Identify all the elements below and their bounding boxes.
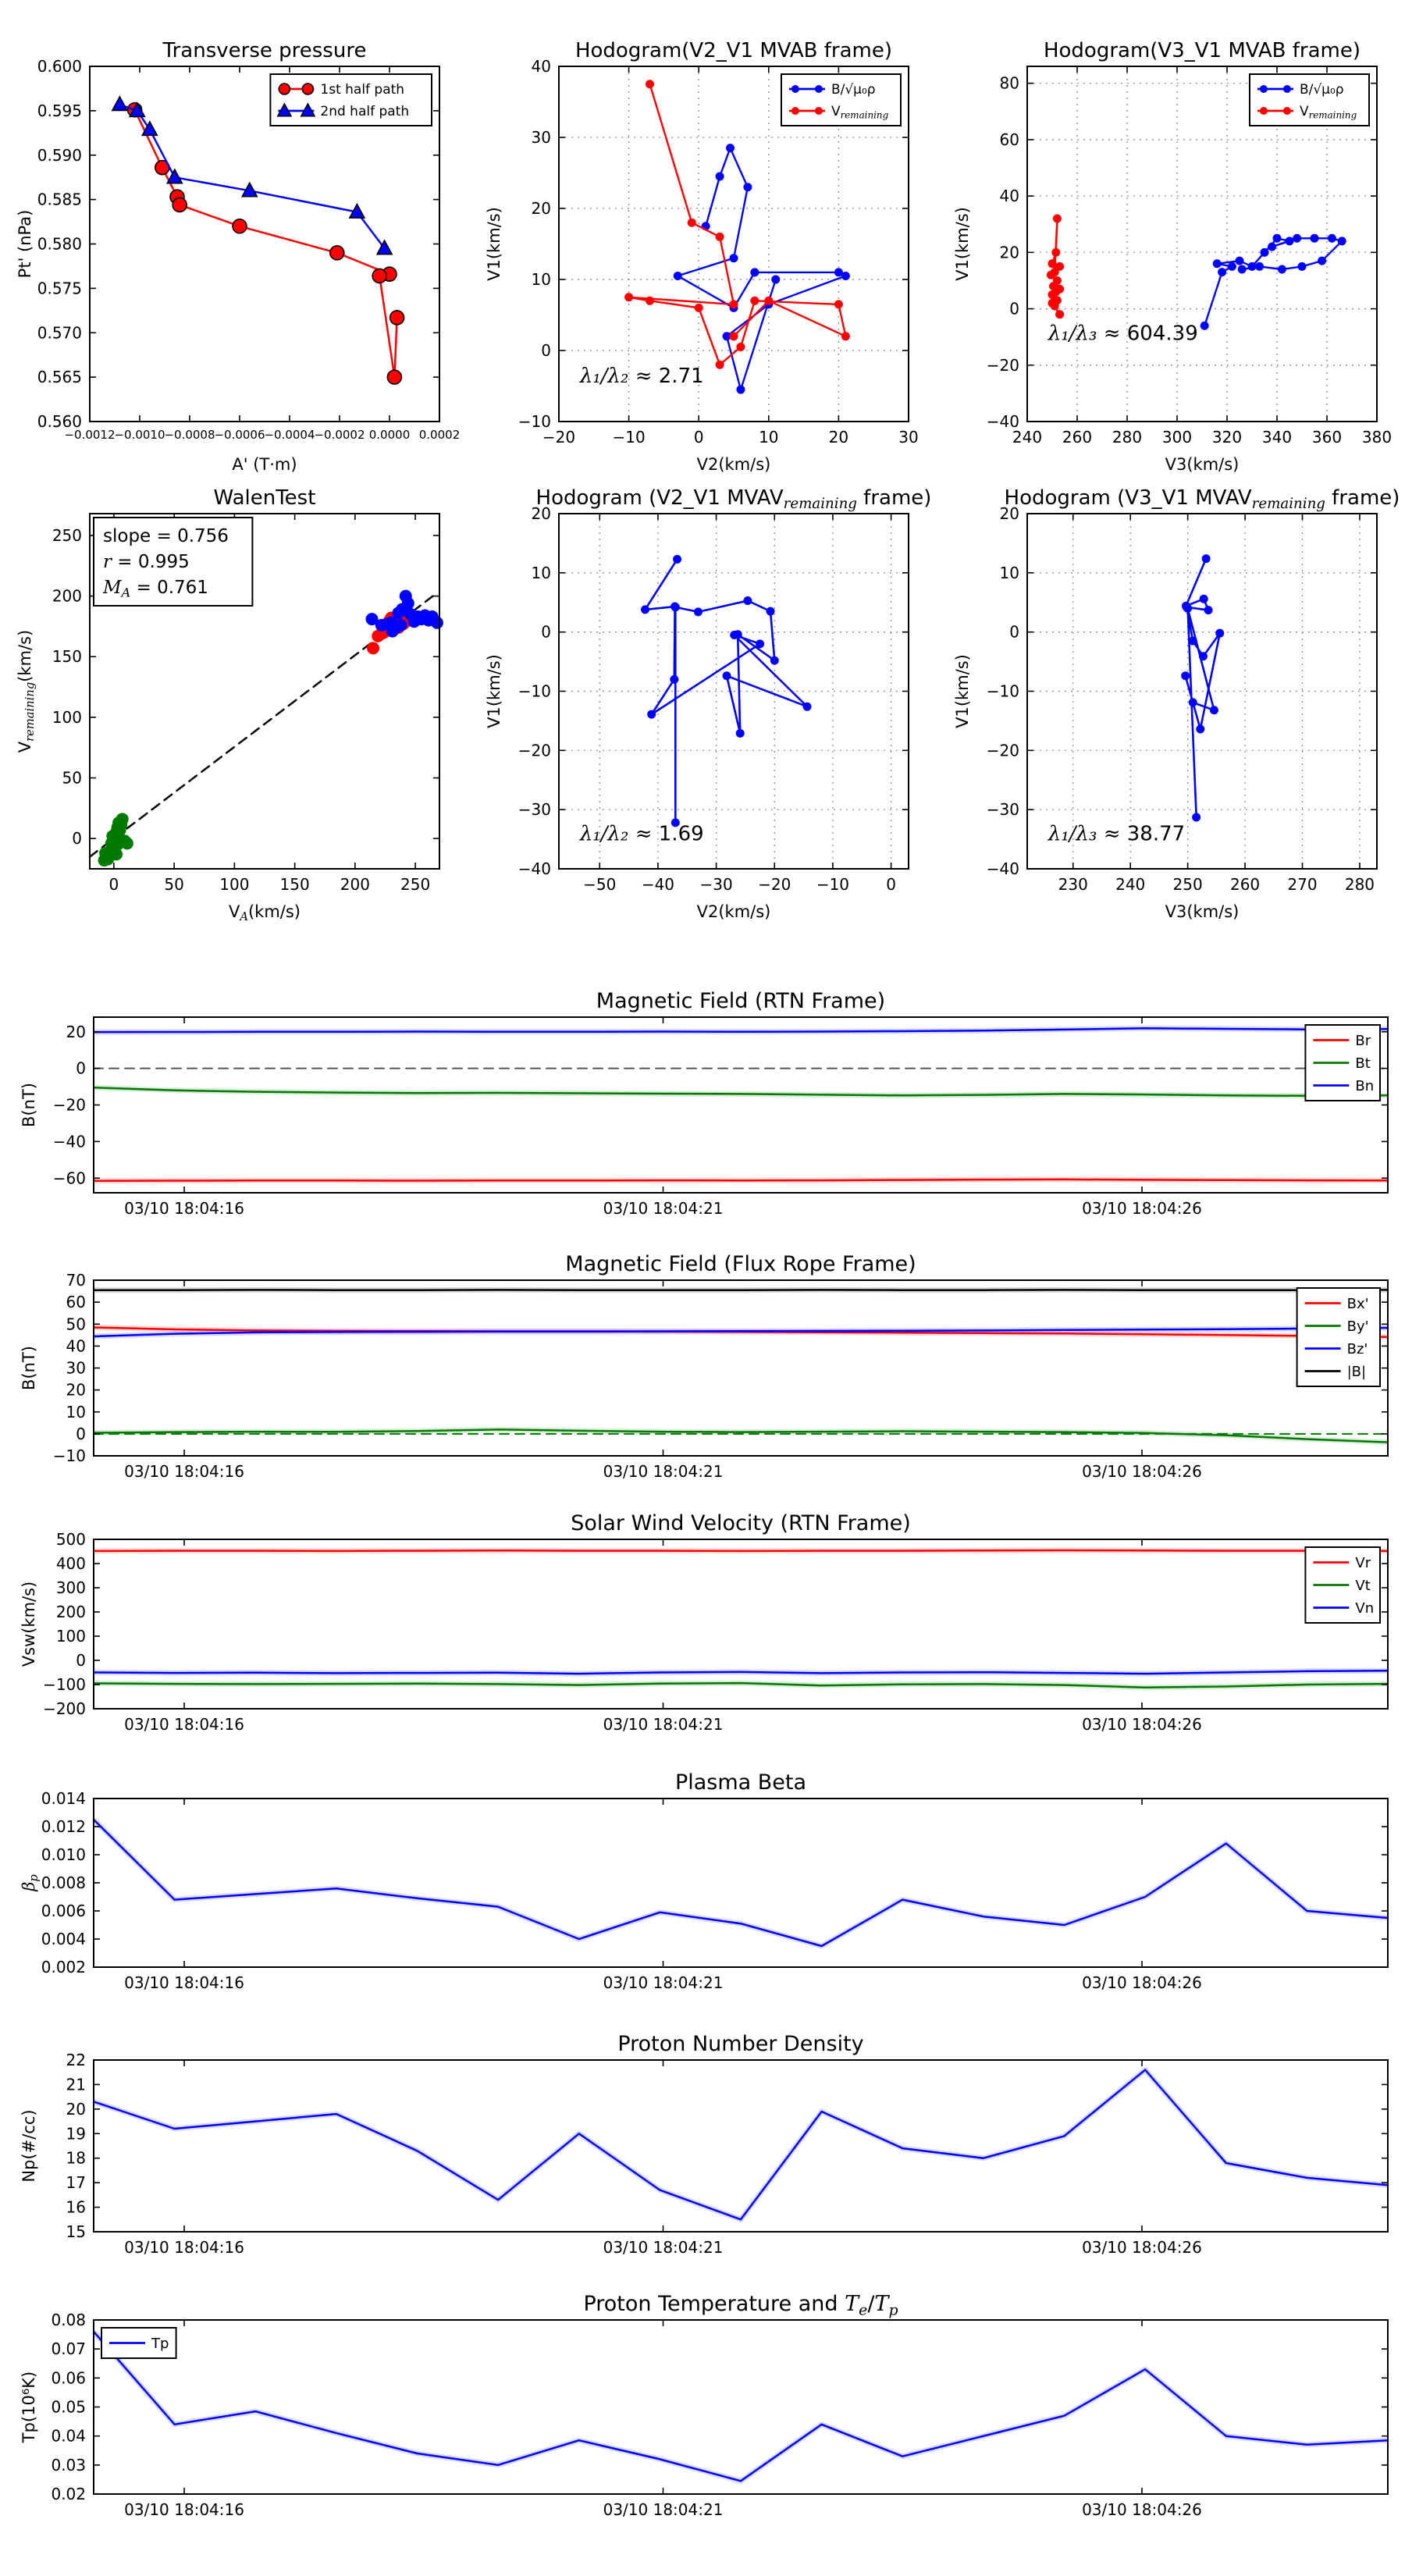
svg-text:150: 150 (52, 647, 82, 667)
svg-text:Vr: Vr (1355, 1554, 1371, 1571)
svg-text:−40: −40 (518, 859, 551, 878)
legend (270, 74, 432, 126)
svg-text:03/10 18:04:16: 03/10 18:04:16 (124, 1199, 244, 1218)
svg-text:1st half path: 1st half path (320, 82, 405, 98)
chart-title: Proton Temperature and $T_e/T_p$ (583, 2292, 898, 2319)
svg-text:Vremaining: $V_{remaining}$ (831, 104, 889, 121)
svg-text:270: 270 (1287, 875, 1318, 894)
x-axis-label: V2(km/s) (696, 455, 771, 474)
svg-text:−100: −100 (43, 1675, 86, 1694)
legend (1305, 1547, 1380, 1623)
svg-text:200: 200 (340, 875, 370, 894)
y-axis-label: V1(km/s) (953, 207, 972, 281)
svg-text:280: 280 (1344, 875, 1375, 894)
svg-text:−40: −40 (986, 859, 1019, 878)
svg-text:200: 200 (55, 1603, 86, 1621)
svg-text:−0.0010: −0.0010 (114, 428, 165, 442)
svg-text:0.585: 0.585 (37, 190, 82, 209)
svg-text:03/10 18:04:21: 03/10 18:04:21 (603, 1973, 724, 1992)
svg-text:300: 300 (1161, 428, 1193, 447)
svg-text:03/10 18:04:26: 03/10 18:04:26 (1082, 1715, 1202, 1734)
svg-text:03/10 18:04:16: 03/10 18:04:16 (124, 1462, 244, 1481)
svg-text:10: 10 (999, 563, 1019, 582)
svg-text:Bt: Bt (1355, 1055, 1371, 1072)
svg-text:MA = 0.761: $M_A = 0.761$ (103, 578, 208, 600)
chart-title: Plasma Beta (674, 1770, 807, 1795)
svg-text:10: 10 (759, 428, 779, 447)
svg-text:Vremaining: $V_{remaining}$ (1299, 104, 1357, 121)
svg-text:20: 20 (828, 428, 849, 447)
svg-text:03/10 18:04:16: 03/10 18:04:16 (124, 2500, 244, 2519)
svg-text:0.565: 0.565 (37, 368, 82, 387)
legend (781, 74, 901, 126)
svg-text:03/10 18:04:26: 03/10 18:04:26 (1082, 2238, 1202, 2257)
y-axis-label: B(nT) (20, 1083, 38, 1127)
lambda-annotation: λ₁/λ₃ ≈ 604.39 (1048, 322, 1198, 346)
svg-text:03/10 18:04:26: 03/10 18:04:26 (1082, 1462, 1202, 1481)
svg-text:60: 60 (66, 1293, 86, 1312)
svg-text:500: 500 (55, 1530, 86, 1549)
chart-title: Magnetic Field (Flux Rope Frame) (565, 1252, 916, 1276)
svg-text:Br: Br (1355, 1032, 1371, 1049)
svg-text:Vn: Vn (1355, 1599, 1375, 1617)
svg-text:−20: −20 (986, 355, 1019, 375)
svg-text:Bz': Bz' (1346, 1340, 1368, 1357)
chart-title: Hodogram(V3_V1 MVAB frame) (1043, 39, 1361, 62)
svg-text:Tp: Tp (151, 2335, 169, 2352)
svg-text:0.04: 0.04 (51, 2426, 86, 2446)
chart-title: Proton Number Density (617, 2032, 864, 2056)
svg-text:0.595: 0.595 (37, 101, 82, 120)
svg-text:−30: −30 (699, 875, 733, 894)
svg-text:0.0002: 0.0002 (418, 428, 461, 442)
chart-title: Hodogram (V3_V1 $MVAV_{remaining}$ frame) (1004, 486, 1400, 513)
svg-text:Bx': Bx' (1346, 1295, 1369, 1312)
svg-text:−10: −10 (518, 412, 551, 431)
svg-text:−20: −20 (52, 1095, 86, 1115)
svg-text:0.004: 0.004 (41, 1930, 86, 1948)
svg-text:r = 0.995: r = 0.995 (103, 552, 190, 572)
svg-text:0.014: 0.014 (41, 1789, 86, 1808)
svg-text:300: 300 (55, 1578, 86, 1597)
chart-title: Transverse pressure (162, 39, 367, 62)
legend (101, 2328, 176, 2358)
svg-text:0.010: 0.010 (41, 1845, 86, 1864)
svg-text:−20: −20 (758, 875, 791, 894)
y-axis-label: V1(km/s) (953, 654, 972, 728)
y-axis-label: Pt' (nPa) (16, 209, 34, 279)
svg-text:15: 15 (66, 2222, 86, 2241)
svg-text:0.012: 0.012 (41, 1817, 86, 1836)
svg-text:0: 0 (886, 875, 896, 894)
svg-text:150: 150 (279, 875, 310, 894)
svg-text:280: 280 (1112, 428, 1143, 447)
svg-text:100: 100 (219, 875, 250, 894)
svg-text:30: 30 (898, 428, 919, 447)
svg-text:20: 20 (531, 504, 551, 523)
chart-title: Solar Wind Velocity (RTN Frame) (571, 1511, 911, 1535)
svg-text:03/10 18:04:21: 03/10 18:04:21 (603, 2238, 724, 2257)
lambda-annotation: λ₁/λ₂ ≈ 1.69 (579, 822, 704, 846)
svg-text:03/10 18:04:21: 03/10 18:04:21 (603, 1715, 724, 1734)
svg-text:−20: −20 (518, 741, 551, 760)
svg-text:B/√μ₀ρ: B/√μ₀ρ (831, 82, 876, 98)
svg-text:B/√μ₀ρ: B/√μ₀ρ (1299, 82, 1344, 98)
svg-text:100: 100 (55, 1627, 86, 1646)
svg-text:19: 19 (66, 2124, 86, 2144)
svg-text:0: 0 (76, 1651, 86, 1670)
svg-text:40: 40 (999, 187, 1019, 206)
y-axis-label: V1(km/s) (485, 207, 503, 281)
svg-text:16: 16 (66, 2197, 86, 2217)
svg-text:0: 0 (541, 622, 551, 642)
svg-text:03/10 18:04:21: 03/10 18:04:21 (603, 1199, 724, 1218)
svg-text:380: 380 (1361, 428, 1393, 447)
svg-text:2nd half path: 2nd half path (320, 104, 410, 120)
svg-text:0: 0 (72, 829, 82, 849)
svg-text:−30: −30 (518, 800, 551, 820)
x-axis-label: V3(km/s) (1165, 455, 1240, 474)
svg-text:30: 30 (66, 1358, 86, 1378)
svg-text:17: 17 (66, 2173, 86, 2193)
svg-text:20: 20 (66, 1022, 86, 1041)
svg-text:240: 240 (1115, 875, 1146, 894)
svg-text:slope = 0.756: slope = 0.756 (103, 526, 229, 546)
svg-text:20: 20 (999, 243, 1019, 262)
svg-text:−40: −40 (52, 1132, 86, 1151)
x-axis-label: A' (T·m) (232, 455, 297, 474)
svg-text:60: 60 (999, 130, 1019, 149)
y-axis-label: Np(#/cc) (20, 2109, 38, 2183)
y-axis-label: $\beta_p$ (20, 1874, 41, 1891)
svg-text:03/10 18:04:26: 03/10 18:04:26 (1082, 2500, 1202, 2519)
svg-text:0: 0 (76, 1059, 86, 1078)
svg-text:0.560: 0.560 (37, 412, 82, 431)
svg-text:03/10 18:04:16: 03/10 18:04:16 (124, 1715, 244, 1734)
legend (1250, 74, 1369, 126)
y-axis-label: Tp(10⁶K) (20, 2371, 38, 2443)
svg-text:0.07: 0.07 (51, 2339, 86, 2359)
svg-text:20: 20 (999, 504, 1019, 523)
svg-text:0.03: 0.03 (51, 2455, 86, 2475)
svg-text:30: 30 (531, 128, 551, 147)
series-vr (94, 1550, 1388, 1551)
svg-text:0: 0 (693, 428, 704, 447)
svg-text:240: 240 (1012, 428, 1043, 447)
svg-text:250: 250 (52, 525, 82, 545)
svg-text:0.002: 0.002 (41, 1958, 86, 1976)
svg-text:03/10 18:04:21: 03/10 18:04:21 (603, 2500, 724, 2519)
y-axis-label: Vsw(km/s) (20, 1581, 38, 1667)
svg-text:0.05: 0.05 (51, 2397, 86, 2417)
svg-text:−0.0008: −0.0008 (164, 428, 215, 442)
svg-text:260: 260 (1229, 875, 1261, 894)
svg-text:−0.0012: −0.0012 (64, 428, 116, 442)
svg-text:0: 0 (541, 341, 551, 360)
svg-text:−10: −10 (612, 428, 646, 447)
svg-text:10: 10 (531, 563, 551, 582)
x-axis-label: V2(km/s) (696, 902, 771, 921)
svg-text:−20: −20 (986, 741, 1019, 760)
svg-text:10: 10 (531, 270, 551, 289)
svg-text:250: 250 (1172, 875, 1203, 894)
y-axis-label: V1(km/s) (485, 654, 503, 728)
svg-text:03/10 18:04:16: 03/10 18:04:16 (124, 2238, 244, 2257)
svg-text:320: 320 (1211, 428, 1243, 447)
svg-text:−0.0006: −0.0006 (214, 428, 265, 442)
svg-text:340: 340 (1261, 428, 1293, 447)
svg-text:260: 260 (1062, 428, 1093, 447)
legend (1297, 1288, 1380, 1386)
svg-text:−0.0004: −0.0004 (264, 428, 315, 442)
svg-text:−0.0002: −0.0002 (314, 428, 365, 442)
svg-text:03/10 18:04:21: 03/10 18:04:21 (603, 1462, 724, 1481)
svg-text:0.02: 0.02 (51, 2485, 86, 2503)
lambda-annotation: λ₁/λ₂ ≈ 2.71 (579, 364, 704, 388)
svg-text:0.06: 0.06 (51, 2368, 86, 2388)
svg-text:100: 100 (52, 707, 82, 727)
chart-title: Hodogram (V2_V1 $MVAV_{remaining}$ frame) (535, 486, 932, 513)
svg-text:−60: −60 (52, 1169, 86, 1188)
svg-text:20: 20 (66, 2099, 86, 2119)
svg-text:400: 400 (55, 1554, 86, 1573)
svg-text:|B|: |B| (1346, 1363, 1367, 1380)
svg-text:−10: −10 (52, 1446, 86, 1465)
svg-text:−200: −200 (43, 1699, 86, 1718)
svg-text:0: 0 (1009, 299, 1019, 318)
svg-text:40: 40 (531, 57, 551, 76)
svg-text:200: 200 (52, 586, 82, 606)
chart-title: Hodogram(V2_V1 MVAB frame) (574, 39, 893, 62)
svg-text:0.590: 0.590 (37, 145, 82, 165)
legend (1305, 1025, 1380, 1101)
svg-text:360: 360 (1311, 428, 1343, 447)
svg-text:70: 70 (66, 1271, 86, 1290)
svg-text:03/10 18:04:26: 03/10 18:04:26 (1082, 1199, 1202, 1218)
svg-text:50: 50 (66, 1315, 86, 1334)
svg-text:0.575: 0.575 (37, 279, 82, 298)
svg-text:Bn: Bn (1355, 1077, 1375, 1094)
svg-text:10: 10 (66, 1402, 86, 1421)
svg-text:22: 22 (66, 2051, 86, 2069)
svg-text:0.600: 0.600 (37, 57, 82, 76)
y-axis-label: B(nT) (20, 1346, 38, 1390)
stats-box (94, 518, 252, 606)
svg-text:40: 40 (66, 1336, 86, 1356)
y-axis-label: $V_{remaining}(km/s)$ (16, 629, 37, 753)
svg-text:−20: −20 (542, 428, 576, 447)
chart-title: Magnetic Field (RTN Frame) (596, 989, 886, 1013)
svg-text:50: 50 (62, 768, 82, 788)
svg-text:−30: −30 (986, 800, 1019, 820)
svg-text:0: 0 (108, 875, 119, 894)
svg-text:03/10 18:04:16: 03/10 18:04:16 (124, 1973, 244, 1992)
svg-text:20: 20 (66, 1380, 86, 1400)
lambda-annotation: λ₁/λ₃ ≈ 38.77 (1048, 822, 1186, 846)
svg-text:−40: −40 (641, 875, 675, 894)
x-axis-label: $V_A(km/s)$ (228, 902, 301, 924)
svg-text:0: 0 (76, 1424, 86, 1443)
svg-text:03/10 18:04:26: 03/10 18:04:26 (1082, 1973, 1202, 1992)
x-axis-label: V3(km/s) (1165, 902, 1240, 921)
series-vn (94, 1670, 1388, 1674)
svg-text:0.008: 0.008 (41, 1873, 86, 1892)
svg-text:0: 0 (1009, 622, 1019, 642)
svg-text:−10: −10 (986, 681, 1019, 701)
svg-text:−10: −10 (518, 681, 551, 701)
svg-text:−50: −50 (583, 875, 617, 894)
svg-text:250: 250 (400, 875, 431, 894)
svg-text:20: 20 (531, 199, 551, 218)
svg-text:0.006: 0.006 (41, 1902, 86, 1920)
svg-text:21: 21 (66, 2075, 86, 2094)
series-br (94, 1179, 1388, 1181)
svg-text:0.570: 0.570 (37, 323, 82, 343)
svg-text:−10: −10 (816, 875, 850, 894)
svg-text:18: 18 (66, 2148, 86, 2168)
svg-text:50: 50 (164, 875, 184, 894)
svg-text:230: 230 (1058, 875, 1088, 894)
svg-text:80: 80 (999, 73, 1019, 93)
svg-text:0.0000: 0.0000 (368, 428, 411, 442)
chart-title: WalenTest (213, 486, 316, 510)
svg-text:0.08: 0.08 (51, 2311, 86, 2329)
svg-text:−40: −40 (986, 412, 1019, 431)
svg-text:Vt: Vt (1355, 1577, 1371, 1594)
svg-text:0.580: 0.580 (37, 234, 82, 254)
svg-text:By': By' (1346, 1318, 1369, 1335)
